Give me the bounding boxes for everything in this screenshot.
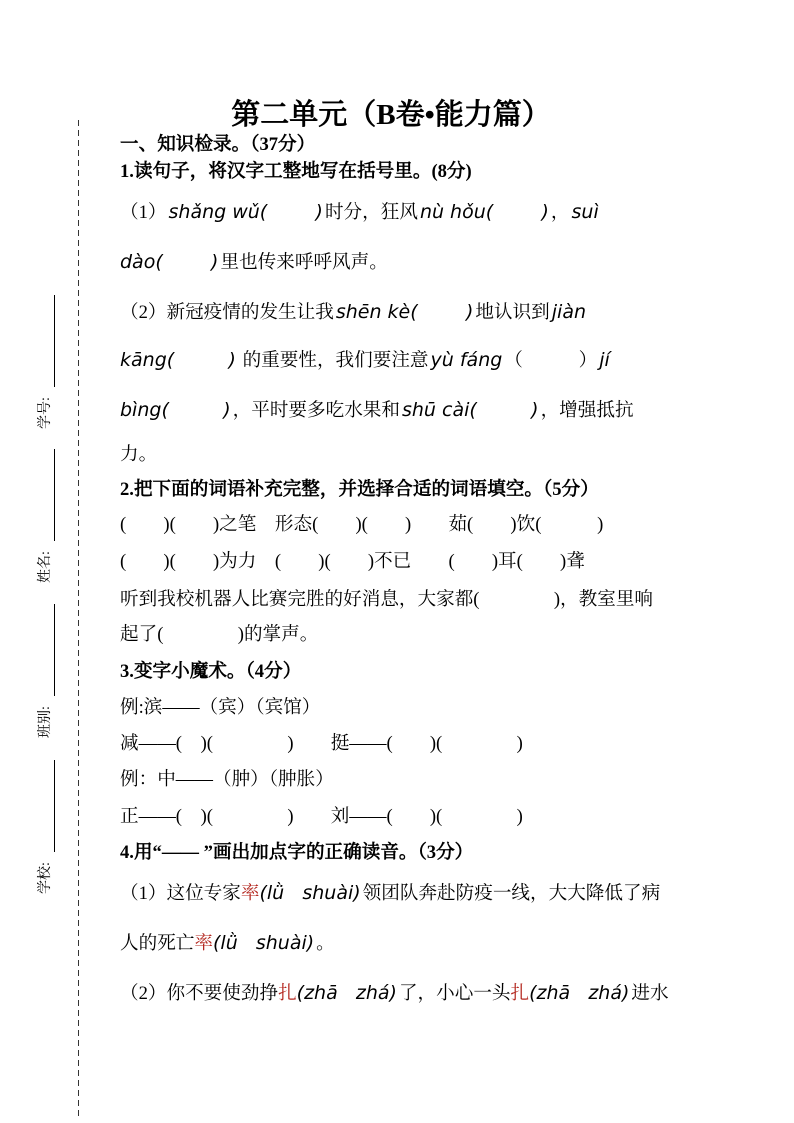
q1-line-4 — [120, 347, 612, 373]
dotted-character: 扎 — [278, 983, 297, 1004]
student-id-blank-line — [41, 295, 55, 387]
text-segment: 里也传来呼呼风声。 — [220, 252, 388, 273]
q2-sentence-line-1: 听到我校机器人比赛完胜的好消息，大家都( )，教室里响 — [120, 589, 654, 610]
school-blank-line — [41, 760, 55, 852]
q1-line-5 — [120, 397, 634, 423]
q4-line-1 — [120, 880, 660, 906]
part1-heading: 一、知识检录。（37分） — [120, 134, 316, 155]
text-segment: 力。 — [120, 444, 158, 465]
q2-idioms-row-2: ( )( )为力 ( )( )不已 ( )耳( )聋 — [120, 551, 585, 572]
dotted-character: 扎 — [510, 983, 530, 1004]
pinyin-blank: shǎng wǔ( ) — [168, 201, 323, 223]
class-label: 班别: — [38, 706, 53, 738]
q1-line-3 — [120, 299, 588, 325]
dotted-character: 率 — [194, 933, 213, 954]
pinyin: jiàn — [551, 301, 587, 323]
name-blank-line — [41, 449, 55, 541]
q3-example-1: 例:滨——（宾）（宾馆） — [120, 697, 321, 718]
text-segment: （1） — [120, 202, 167, 223]
pinyin: yù fáng — [430, 349, 503, 371]
text-segment: 人的死亡 — [120, 933, 195, 954]
text-segment: 地认识到 — [475, 302, 550, 323]
text-segment: 。 — [316, 933, 335, 954]
q1-heading: 1.读句子，将汉字工整地写在括号里。(8分) — [120, 161, 472, 182]
name-field — [37, 449, 55, 583]
student-id-field — [37, 295, 55, 429]
name-label: 姓名: — [38, 551, 53, 583]
dotted-character: 率 — [240, 883, 260, 904]
text-segment: （2）你不要使劲挣 — [120, 983, 279, 1004]
q4-line-2 — [120, 930, 335, 956]
q2-idioms-row-1: ( )( )之笔 形态( )( ) 茹( )饮( ) — [120, 514, 604, 535]
pinyin-blank: shēn kè( ) — [335, 301, 474, 323]
q3-heading: 3.变字小魔术。（4分） — [120, 661, 302, 682]
school-field — [37, 760, 55, 894]
text-segment: 了，小心一头 — [398, 983, 511, 1004]
pinyin-blank: bìng( ) — [120, 399, 231, 421]
q3-row-1: 减——( )( ) 挺——( )( ) — [120, 733, 523, 754]
text-segment: ，增强抵抗 — [540, 400, 634, 421]
answer-blank: （ ） — [504, 350, 598, 371]
text-segment: 领团队奔赴防疫一线，大大降低了病 — [362, 883, 661, 904]
pinyin-choices: (zhā zhá) — [529, 982, 630, 1004]
pinyin-blank: shū cài( ) — [401, 399, 539, 421]
text-segment: 进水 — [631, 983, 669, 1004]
pinyin: suì — [571, 201, 599, 223]
text-segment: ， — [550, 202, 570, 223]
q1-line-1 — [120, 199, 601, 225]
text-segment: 时分，狂风 — [324, 202, 418, 223]
q3-example-2: 例：中——（肿）（肿胀） — [120, 769, 334, 790]
text-segment: ，平时要多吃水果和 — [232, 400, 400, 421]
pinyin-blank: dào( ) — [120, 251, 219, 273]
pinyin: jí — [599, 349, 610, 371]
page-title: 第二单元（B卷•能力篇） — [231, 99, 551, 131]
pinyin-choices: (lǜ shuài) — [259, 882, 361, 904]
q4-heading: 4.用“—— ”画出加点字的正确读音。（3分） — [120, 842, 474, 863]
q1-line-2 — [120, 249, 388, 275]
text-segment: （2）新冠疫情的发生让我 — [120, 302, 334, 323]
q2-sentence-line-2: 起了( )的掌声。 — [120, 624, 319, 645]
student-id-label: 学号: — [38, 397, 53, 429]
pinyin-choices: (lǜ shuài) — [213, 932, 315, 954]
q4-line-3 — [120, 980, 669, 1006]
binding-dashed-line — [78, 120, 79, 1118]
text-segment: 的重要性，我们要注意 — [237, 350, 429, 371]
text-segment: （1）这位专家 — [120, 883, 241, 904]
q2-heading: 2.把下面的词语补充完整，并选择合适的词语填空。（5分） — [120, 479, 599, 500]
q3-row-2: 正——( )( ) 刘——( )( ) — [120, 806, 523, 827]
q1-line-6 — [120, 442, 157, 468]
class-blank-line — [41, 604, 55, 696]
pinyin-blank: nù hǒu( ) — [419, 201, 549, 223]
school-label: 学校: — [38, 862, 53, 894]
pinyin-blank: kāng( ) — [120, 349, 236, 371]
class-field — [37, 604, 55, 738]
pinyin-choices: (zhā zhá) — [296, 982, 397, 1004]
